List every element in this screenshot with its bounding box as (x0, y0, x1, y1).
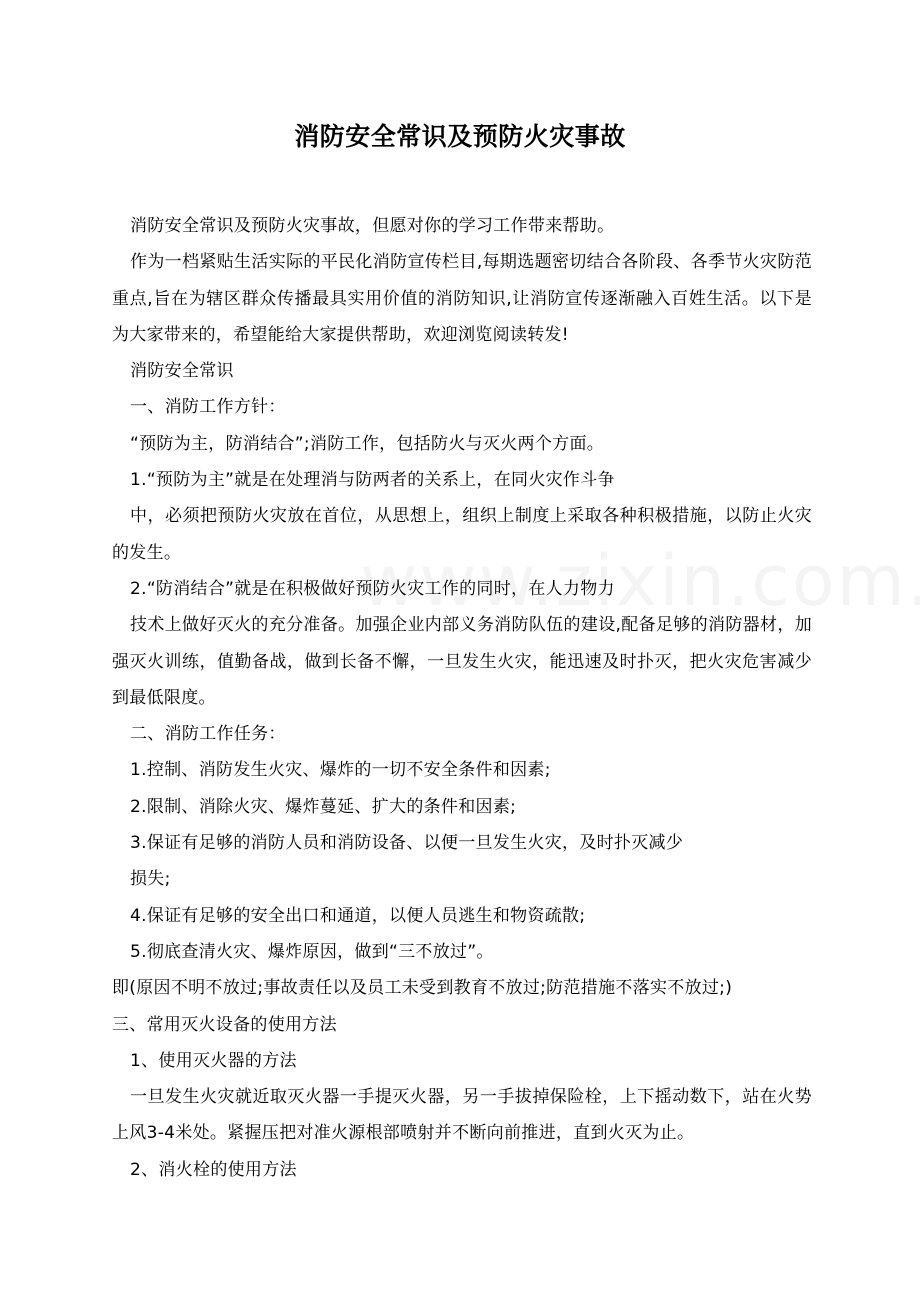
list-item-task-2: 2.限制、消除火灾、爆炸蔓延、扩大的条件和因素; (130, 796, 517, 817)
paragraph-three-nots: 即(原因不明不放过;事故责任以及员工未受到教育不放过;防范措施不落实不放过;) (112, 978, 733, 999)
list-item-policy-2: 2.“防消结合”就是在积极做好预防火灾工作的同时，在人力物力 (130, 578, 615, 599)
document-title: 消防安全常识及预防火灾事故 (294, 122, 626, 151)
section-heading-policy: 一、消防工作方针： (130, 397, 286, 418)
paragraph-column-description: 作为一档紧贴生活实际的平民化消防宣传栏目,每期选题密切结合各阶段、各季节火灾防范重点,旨在为辖区群众传播最具实用价值的消防知识,让消防宣传逐渐融入百姓生活。以下是为大家带来的，希望能给大家提供帮助，欢迎浏览阅读转发! (112, 252, 812, 345)
subheading-hydrant: 2、消火栓的使用方法 (130, 1159, 297, 1180)
section-heading-fire-safety: 消防安全常识 (130, 361, 234, 382)
paragraph-policy-1-cont: 中，必须把预防火灾放在首位，从思想上，组织上制度上采取各种积极措施，以防止火灾的发生。 (112, 506, 812, 563)
subheading-extinguisher: 1、使用灭火器的方法 (130, 1050, 297, 1071)
paragraph-extinguisher-usage: 一旦发生火灾就近取灭火器一手提灭火器，另一手拔掉保险栓，上下摇动数下，站在火势上风3-4米处。紧握压把对准火源根部喷射并不断向前推进，直到火灭为止。 (112, 1087, 812, 1144)
paragraph-intro: 消防安全常识及预防火灾事故，但愿对你的学习工作带来帮助。 (130, 216, 615, 236)
paragraph-policy-slogan: “预防为主，防消结合”;消防工作，包括防火与灭火两个方面。 (130, 433, 605, 454)
document-body (112, 208, 812, 1188)
paragraph-policy-2-cont: 技术上做好灭火的充分准备。加强企业内部义务消防队伍的建设,配备足够的消防器材，加强灭火训练，值勤备战，做到长备不懈，一旦发生火灾，能迅速及时扑灭，把火灾危害减少到最低限度。 (112, 615, 812, 708)
section-heading-tasks: 二、消防工作任务： (130, 724, 286, 745)
list-item-task-1: 1.控制、消防发生火灾、爆炸的一切不安全条件和因素; (130, 760, 551, 781)
list-item-policy-1: 1.“预防为主”就是在处理消与防两者的关系上，在同火灾作斗争 (130, 470, 615, 491)
list-item-task-5: 5.彻底查清火灾、爆炸原因，做到“三不放过”。 (130, 941, 494, 962)
list-item-task-4: 4.保证有足够的安全出口和通道，以便人员逃生和物资疏散; (130, 905, 586, 926)
list-item-task-3: 3.保证有足够的消防人员和消防设备、以便一旦发生火灾，及时扑灭减少 (130, 833, 684, 854)
section-heading-equipment: 三、常用灭火设备的使用方法 (112, 1014, 337, 1035)
list-item-task-3-cont: 损失; (130, 869, 171, 890)
